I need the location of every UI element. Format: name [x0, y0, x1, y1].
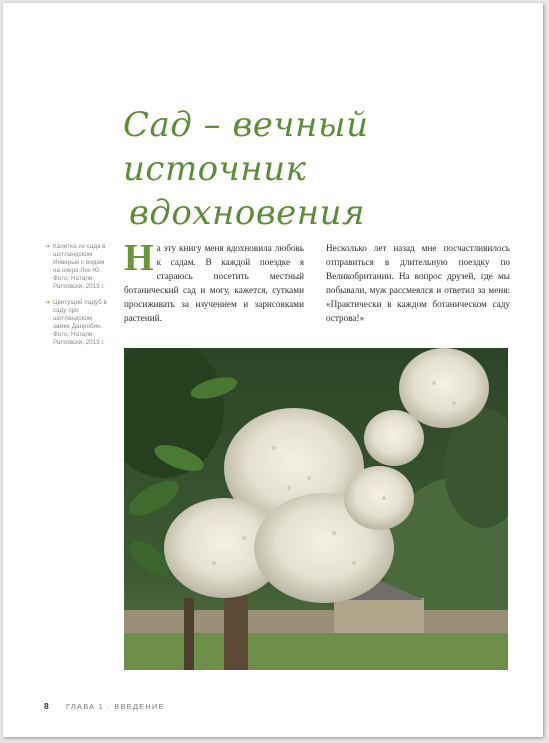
text-column-1: [124, 237, 304, 325]
chapter-title: [123, 103, 523, 235]
text-column-2: [326, 241, 510, 325]
title-line-2: вдохновения: [129, 193, 366, 233]
caption-2: [45, 299, 111, 347]
photo-illustration: [124, 348, 508, 670]
drop-cap: Н: [124, 237, 154, 279]
arrow-right-icon: ➔: [45, 244, 51, 250]
paragraph-2: Несколько лет назад мне посчастливилось отправиться в длительную поездку по Великобритании. На вопрос друзей, где мы побывали, муж рассмеялся и ответил за меня: «Практически в каждом ботаническом саду острова!»: [326, 243, 510, 323]
flowering-holly-photo: [124, 348, 508, 670]
page-number: 8: [44, 701, 49, 711]
chapter-label: ГЛАВА 1 · ВВЕДЕНИЕ: [66, 702, 165, 711]
paragraph-1: а эту книгу меня вдохновила любовь к садам. В каждой поездке я стараюсь посетить местный ботанический сад и могу, кажется, сутками просиживать за изучением и зарисовками растений.: [124, 243, 304, 323]
title-line-1: Сад – вечный источник: [123, 105, 369, 189]
arrow-right-icon: ➔: [45, 300, 51, 306]
photo-captions: [45, 243, 111, 355]
caption-text: Калитка из сада в шотландском Инверью с видом на озеро Лох-Ю. Фото: Натали Ратковски, 2015 г.: [53, 243, 106, 290]
caption-1: [45, 243, 111, 291]
book-page: [3, 3, 543, 737]
caption-text: Цветущий падуб в саду при шотландском замке Данробин. Фото: Натали Ратковски, 2015 г.: [53, 299, 107, 346]
page-footer: [44, 701, 165, 711]
